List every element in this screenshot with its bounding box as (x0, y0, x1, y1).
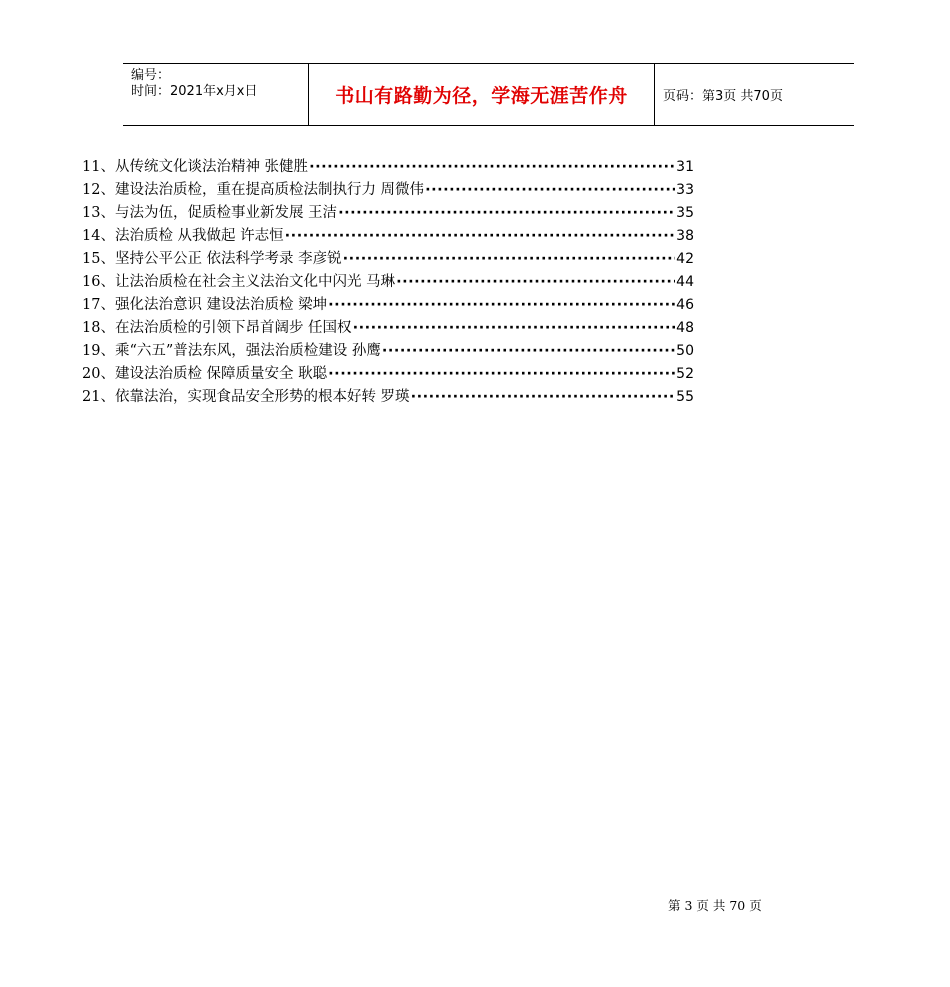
header-motto-cell (309, 64, 655, 125)
toc-entry-title: 17、强化法治意识 建设法治质检 梁坤 (82, 297, 328, 313)
toc-entry-title: 13、与法为伍，促质检事业新发展 王洁 (82, 205, 338, 221)
toc-leader-dots (353, 317, 676, 340)
page-header (123, 63, 854, 126)
toc-entry-title: 12、建设法治质检，重在提高质检法制执行力 周微伟 (82, 182, 425, 198)
time-label: 时间：2021年x月x日 (131, 84, 258, 99)
toc-entry (82, 156, 694, 179)
toc-entry (82, 294, 694, 317)
toc-entry-page: 55 (676, 389, 694, 405)
toc-entry-title: 15、坚持公平公正 依法科学考录 李彦锐 (82, 251, 342, 267)
header-meta (123, 64, 309, 125)
table-of-contents (82, 156, 694, 409)
toc-entry (82, 340, 694, 363)
toc-entry-page: 50 (676, 343, 694, 359)
toc-entry (82, 317, 694, 340)
toc-entry-title: 16、让法治质检在社会主义法治文化中闪光 马琳 (82, 274, 396, 290)
toc-entry-title: 21、依靠法治，实现食品安全形势的根本好转 罗瑛 (82, 389, 410, 405)
toc-entry-page: 52 (676, 366, 694, 382)
toc-entry-page: 46 (676, 297, 694, 313)
motto-text: 书山有路勤为径，学海无涯苦作舟 (335, 85, 628, 107)
toc-leader-dots (309, 156, 675, 179)
toc-entry (82, 248, 694, 271)
toc-entry-page: 44 (676, 274, 694, 290)
header-page-info (655, 64, 854, 125)
toc-entry-title: 19、乘“六五”普法东风，强法治质检建设 孙鹰 (82, 343, 381, 359)
toc-entry (82, 386, 694, 409)
toc-entry-page: 48 (676, 320, 694, 336)
toc-entry-title: 11、从传统文化谈法治精神 张健胜 (82, 159, 309, 175)
toc-entry-title: 18、在法治质检的引领下昂首阔步 任国权 (82, 320, 352, 336)
toc-entry (82, 363, 694, 386)
toc-leader-dots (411, 386, 676, 409)
toc-entry (82, 179, 694, 202)
toc-entry-title: 14、法治质检 从我做起 许志恒 (82, 228, 284, 244)
page-info-text: 页码：第3页 共70页 (663, 89, 783, 104)
toc-leader-dots (328, 294, 675, 317)
toc-leader-dots (343, 248, 676, 271)
toc-entry-page: 42 (676, 251, 694, 267)
toc-entry (82, 271, 694, 294)
toc-entry-page: 33 (676, 182, 694, 198)
toc-entry-page: 35 (676, 205, 694, 221)
toc-leader-dots (328, 363, 675, 386)
toc-leader-dots (425, 179, 675, 202)
page-footer: 第 3 页 共 70 页 (668, 898, 762, 913)
serial-label: 编号： (131, 68, 171, 83)
toc-leader-dots (285, 225, 676, 248)
toc-entry (82, 202, 694, 225)
toc-leader-dots (382, 340, 675, 363)
toc-leader-dots (338, 202, 675, 225)
toc-entry (82, 225, 694, 248)
toc-entry-title: 20、建设法治质检 保障质量安全 耿聪 (82, 366, 328, 382)
toc-leader-dots (396, 271, 675, 294)
toc-entry-page: 31 (676, 159, 694, 175)
toc-entry-page: 38 (676, 228, 694, 244)
